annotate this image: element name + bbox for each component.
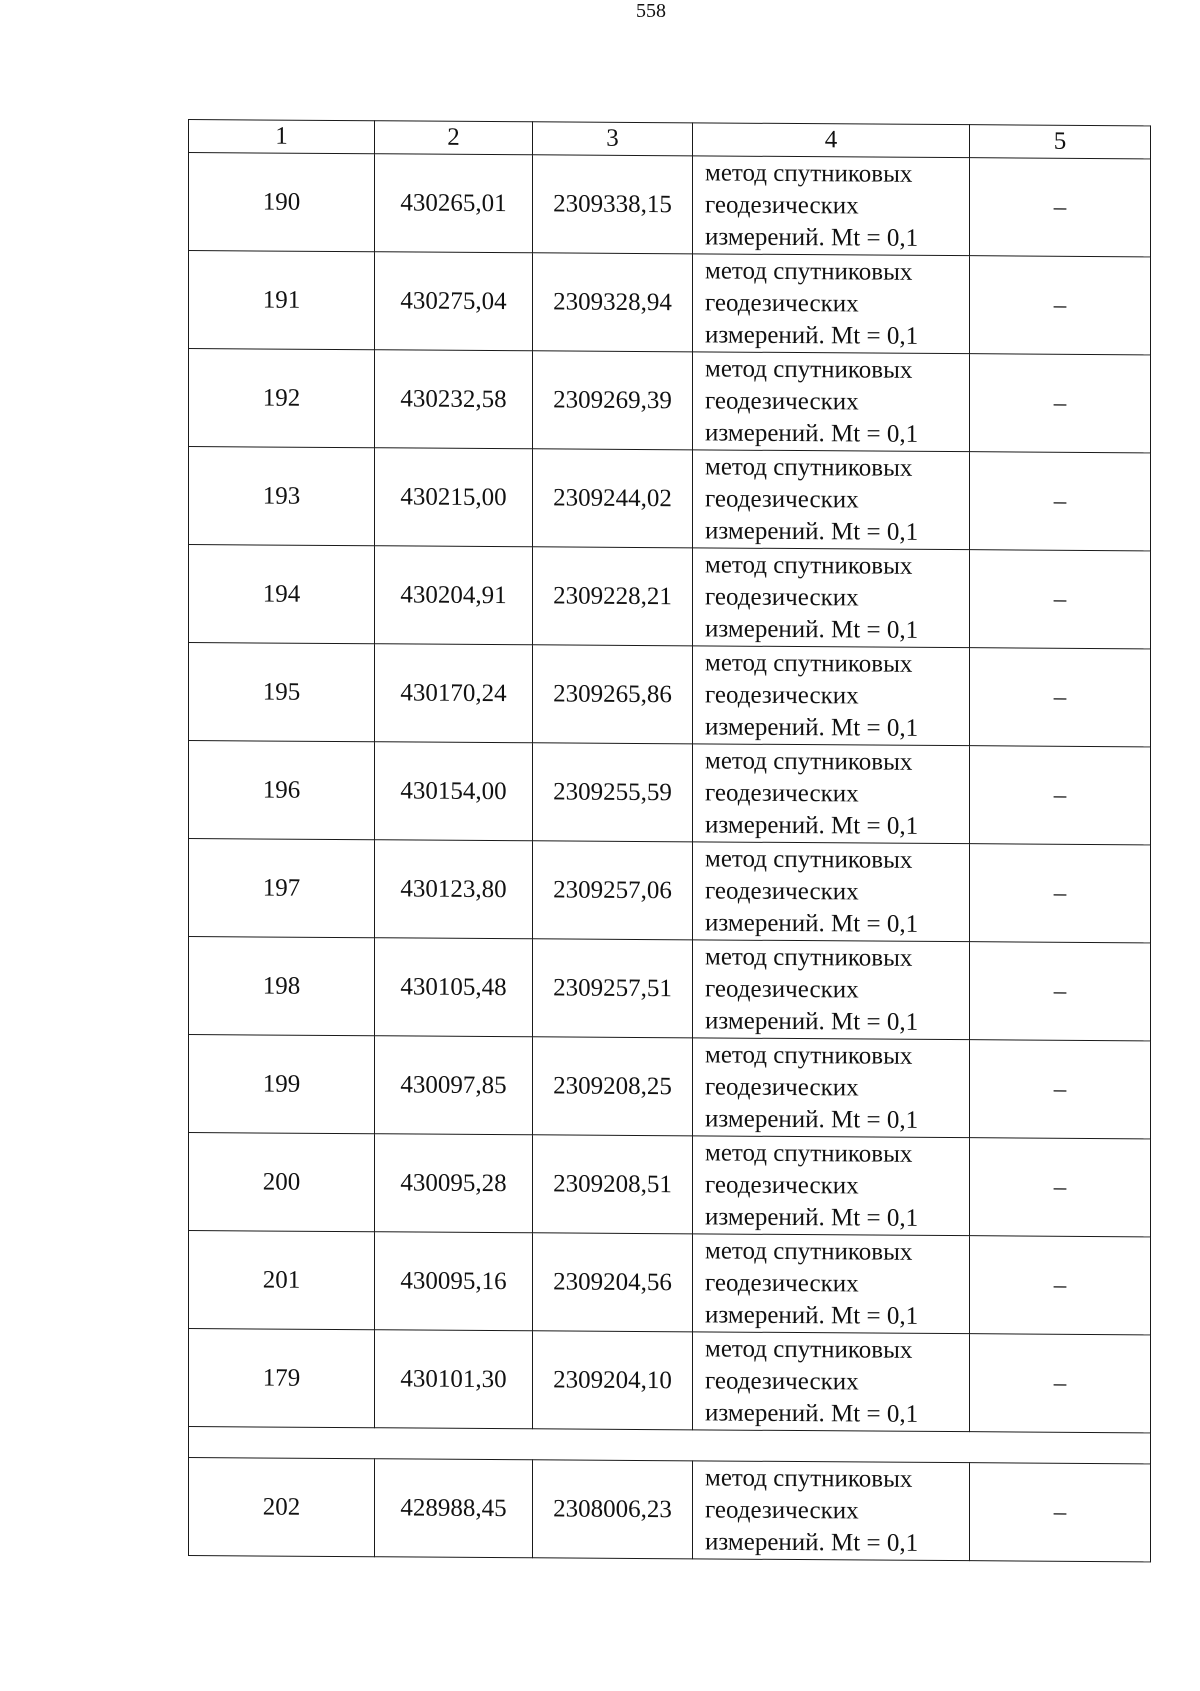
note-cell: –: [970, 452, 1151, 551]
method-line: измерений. Mt = 0,1: [705, 222, 919, 252]
method-line: измерений. Mt = 0,1: [705, 418, 919, 448]
method-cell: [693, 1038, 970, 1138]
method-line: геодезических: [705, 778, 859, 807]
note-cell: –: [970, 256, 1151, 355]
table-row: [189, 1133, 1151, 1237]
method-line: геодезических: [705, 190, 859, 219]
method-line: метод спутниковых: [705, 1463, 913, 1493]
y-coordinate-cell: 2309257,06: [533, 841, 693, 940]
note-cell: –: [970, 158, 1151, 257]
method-cell: [693, 744, 970, 844]
y-coordinate-cell: 2309255,59: [533, 743, 693, 842]
point-number-cell: 190: [189, 153, 375, 252]
method-line: метод спутниковых: [705, 844, 913, 874]
method-line: геодезических: [705, 974, 859, 1003]
header-cell-method: 4: [693, 123, 970, 158]
method-line: измерений. Mt = 0,1: [705, 516, 919, 546]
y-coordinate-cell: 2309338,15: [533, 155, 693, 254]
method-line: геодезических: [705, 1366, 859, 1395]
x-coordinate-cell: 428988,45: [375, 1459, 533, 1558]
point-number-cell: 200: [189, 1133, 375, 1232]
method-cell: [693, 156, 970, 256]
method-cell: [693, 450, 970, 550]
method-line: измерений. Mt = 0,1: [705, 1398, 919, 1428]
note-cell: –: [970, 354, 1151, 453]
table-row: [189, 937, 1151, 1041]
y-coordinate-cell: 2309228,21: [533, 547, 693, 646]
method-line: метод спутниковых: [705, 1138, 913, 1168]
method-cell: [693, 842, 970, 942]
header-cell-note: 5: [970, 125, 1151, 159]
point-number-cell: 193: [189, 447, 375, 546]
note-cell: –: [970, 942, 1151, 1041]
x-coordinate-cell: 430170,24: [375, 644, 533, 743]
x-coordinate-cell: 430101,30: [375, 1330, 533, 1429]
method-cell: [693, 1332, 970, 1432]
method-line: метод спутниковых: [705, 1334, 913, 1364]
table-row: [189, 251, 1151, 355]
method-line: метод спутниковых: [705, 746, 913, 776]
method-line: измерений. Mt = 0,1: [705, 908, 919, 938]
point-number-cell: 195: [189, 643, 375, 742]
table-row: [189, 1458, 1151, 1562]
y-coordinate-cell: 2309204,56: [533, 1233, 693, 1332]
point-number-cell: 197: [189, 839, 375, 938]
method-line: геодезических: [705, 484, 859, 513]
note-cell: –: [970, 1334, 1151, 1433]
page-number: 558: [636, 0, 666, 22]
note-cell: –: [970, 1138, 1151, 1237]
method-line: метод спутниковых: [705, 452, 913, 482]
x-coordinate-cell: 430215,00: [375, 448, 533, 547]
method-line: метод спутниковых: [705, 354, 913, 384]
method-line: измерений. Mt = 0,1: [705, 320, 919, 350]
method-line: метод спутниковых: [705, 1236, 913, 1266]
method-line: измерений. Mt = 0,1: [705, 712, 919, 742]
x-coordinate-cell: 430275,04: [375, 252, 533, 351]
point-number-cell: 194: [189, 545, 375, 644]
note-cell: –: [970, 1236, 1151, 1335]
x-coordinate-cell: 430095,28: [375, 1134, 533, 1233]
table-row: [189, 1329, 1151, 1433]
note-cell: –: [970, 1463, 1151, 1562]
x-coordinate-cell: 430123,80: [375, 840, 533, 939]
y-coordinate-cell: 2309208,51: [533, 1135, 693, 1234]
method-line: измерений. Mt = 0,1: [705, 1006, 919, 1036]
point-number-cell: 201: [189, 1231, 375, 1330]
method-line: метод спутниковых: [705, 550, 913, 580]
table-row: [189, 643, 1151, 747]
note-cell: –: [970, 1040, 1151, 1139]
method-line: метод спутниковых: [705, 942, 913, 972]
method-line: метод спутниковых: [705, 256, 913, 286]
method-line: геодезических: [705, 288, 859, 317]
method-cell: [693, 940, 970, 1040]
method-line: геодезических: [705, 1170, 859, 1199]
table-row: [189, 349, 1151, 453]
method-line: измерений. Mt = 0,1: [705, 1527, 919, 1557]
method-cell: [693, 1234, 970, 1334]
method-line: измерений. Mt = 0,1: [705, 1300, 919, 1330]
x-coordinate-cell: 430105,48: [375, 938, 533, 1037]
note-cell: –: [970, 746, 1151, 845]
method-line: метод спутниковых: [705, 158, 913, 188]
method-line: измерений. Mt = 0,1: [705, 1202, 919, 1232]
method-line: геодезических: [705, 1072, 859, 1101]
method-cell: [693, 646, 970, 746]
table-row: [189, 1231, 1151, 1335]
method-cell: [693, 254, 970, 354]
point-number-cell: 198: [189, 937, 375, 1036]
note-cell: –: [970, 550, 1151, 649]
header-cell-point: 1: [189, 120, 375, 154]
y-coordinate-cell: 2308006,23: [533, 1460, 693, 1559]
x-coordinate-cell: 430204,91: [375, 546, 533, 645]
header-cell-x: 2: [375, 121, 533, 155]
note-cell: –: [970, 648, 1151, 747]
y-coordinate-cell: 2309208,25: [533, 1037, 693, 1136]
table-row: [189, 839, 1151, 943]
header-cell-y: 3: [533, 122, 693, 156]
table-body: [189, 120, 1151, 1562]
point-number-cell: 179: [189, 1329, 375, 1428]
y-coordinate-cell: 2309257,51: [533, 939, 693, 1038]
method-line: геодезических: [705, 1495, 859, 1524]
table-row: [189, 545, 1151, 649]
point-number-cell: 202: [189, 1458, 375, 1557]
point-number-cell: 192: [189, 349, 375, 448]
method-line: геодезических: [705, 876, 859, 905]
x-coordinate-cell: 430097,85: [375, 1036, 533, 1135]
y-coordinate-cell: 2309244,02: [533, 449, 693, 548]
method-line: геодезических: [705, 386, 859, 415]
y-coordinate-cell: 2309328,94: [533, 253, 693, 352]
point-number-cell: 191: [189, 251, 375, 350]
method-line: геодезических: [705, 680, 859, 709]
y-coordinate-cell: 2309265,86: [533, 645, 693, 744]
method-line: геодезических: [705, 1268, 859, 1297]
table-row: [189, 1035, 1151, 1139]
method-cell: [693, 548, 970, 648]
x-coordinate-cell: 430095,16: [375, 1232, 533, 1331]
note-cell: –: [970, 844, 1151, 943]
method-line: метод спутниковых: [705, 648, 913, 678]
method-cell: [693, 352, 970, 452]
method-cell: [693, 1136, 970, 1236]
table-row: [189, 447, 1151, 551]
x-coordinate-cell: 430232,58: [375, 350, 533, 449]
y-coordinate-cell: 2309204,10: [533, 1331, 693, 1430]
method-line: измерений. Mt = 0,1: [705, 810, 919, 840]
table-row: [189, 153, 1151, 257]
coordinates-table: [188, 119, 1151, 1562]
method-line: метод спутниковых: [705, 1040, 913, 1070]
x-coordinate-cell: 430154,00: [375, 742, 533, 841]
method-line: измерений. Mt = 0,1: [705, 1104, 919, 1134]
point-number-cell: 199: [189, 1035, 375, 1134]
method-cell: [693, 1461, 970, 1561]
method-line: геодезических: [705, 582, 859, 611]
table-row: [189, 741, 1151, 845]
method-line: измерений. Mt = 0,1: [705, 614, 919, 644]
x-coordinate-cell: 430265,01: [375, 154, 533, 253]
point-number-cell: 196: [189, 741, 375, 840]
y-coordinate-cell: 2309269,39: [533, 351, 693, 450]
